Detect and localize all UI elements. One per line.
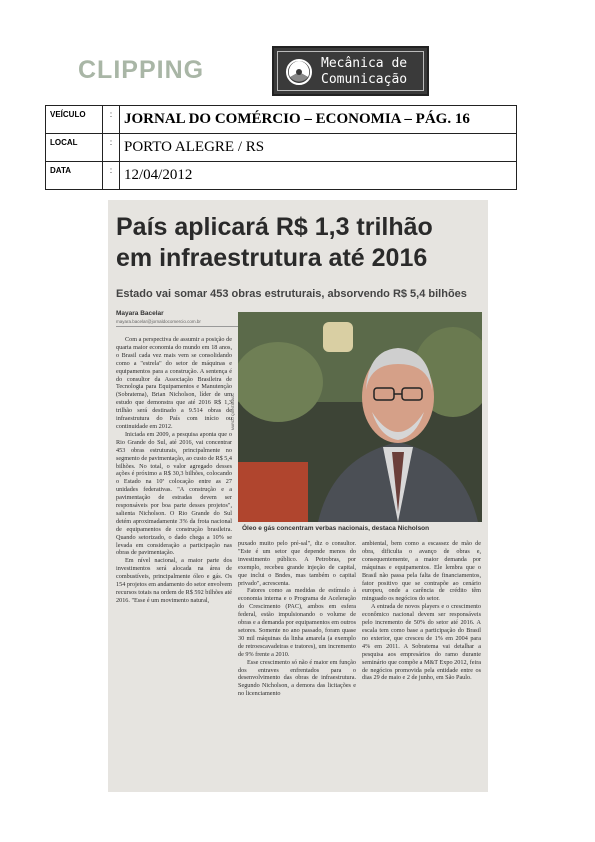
- logo-line-2: Comunicação: [321, 72, 408, 87]
- photo-caption: Óleo e gás concentram verbas nacionais, destaca Nicholson: [242, 525, 430, 532]
- metadata-table: [45, 105, 517, 190]
- paragraph: Com a perspectiva de assumir a posição de quarta maior economia do mundo em 18 anos, o Brasil cada vez mais vem se consolidando como a "estrela" do setor de máquinas e equipamentos para a construção. A sentença é do consultor da Associação Brasileira de Tecnologia para Equipamentos e Manutenção (Sobratema), Brian Nicholson, líder de um estudo que demonstra que até 2016 R$ 1,3 trilhão será destinado a 9.514 obras de infraestrutura do País com início ou continuidade em 2012.: [116, 336, 232, 430]
- paragraph: Fatores como as medidas de estímulo à economia interna e o Programa de Aceleração do Crescimento (PAC), ambos em esfera federal, estão impulsionando o volume de obras e a demanda por equipamentos em outros setores. Somente no ano passado, foram quase 30 mil máquinas da linha amarela (a exemplo de retroescavadeiras e tratores), um incremento de 9% frente a 2010.: [238, 587, 356, 658]
- paragraph: Esse crescimento só não é maior em função dos entraves enfrentados para o desenvolvimento das obras de infraestrutura. Segundo Nicholson, a demora das licitações e no licenciamento: [238, 658, 356, 698]
- meta-row-date: [46, 162, 517, 190]
- meta-colon: :: [103, 106, 120, 134]
- clipping-label: CLIPPING: [78, 56, 205, 84]
- gear-icon: [284, 57, 314, 87]
- meta-key: DATA: [46, 162, 103, 190]
- meta-row-vehicle: [46, 106, 517, 134]
- article-headline: [116, 212, 481, 274]
- paragraph: Iniciada em 2009, a pesquisa aponta que o Rio Grande do Sul, até 2016, vai concentrar 453 obras estruturais, principalmente no segmento de pavimentação, ao custo de R$ 5,4 bilhões. No total, o valor agregado desses ações é próximo a R$ 30,3 bilhões, colocando o Estado na 10ª colocação entre as 27 unidades federativas. "A construção e a pavimentação de estradas devem ser responsáveis por boa parte desses projetos", salienta Nicholson. O Rio Grande do Sul detém aproximadamente 3% da frota nacional de equipamentos de construção brasileira. Quando setorizado, o dado chega a 10% se levada em consideração a participação nas obras de pavimentação.: [116, 430, 232, 557]
- paragraph: A entrada de novos players e o crescimento econômico nacional devem ser responsáveis pelo incremento de 50% do setor até 2016. A escala tem como base a participação do Brasil no exterior, que cresceu de 1% em 2004 para 4% em 2011. A Sobratema vai detalhar a pesquisa aos empresários do ramo durante seminário que compõe a M&T Expo 2012, feira de negócios promovida pela entidade entre os dias 29 de maio e 2 de junho, em São Paulo.: [362, 603, 481, 682]
- headline-line-1: País aplicará R$ 1,3 trilhão: [116, 213, 433, 241]
- author-email: mayara.bacelar@jornaldocomercio.com.br: [116, 319, 201, 324]
- headline-line-2: em infraestrutura até 2016: [116, 244, 428, 272]
- meta-key: LOCAL: [46, 134, 103, 162]
- agency-logo: [272, 46, 429, 96]
- meta-value: JORNAL DO COMÉRCIO – ECONOMIA – PÁG. 16: [120, 106, 517, 134]
- meta-value: 12/04/2012: [120, 162, 517, 190]
- newspaper-clipping: [108, 200, 488, 792]
- meta-colon: :: [103, 134, 120, 162]
- article-author: Mayara Bacelar: [116, 310, 164, 317]
- meta-colon: :: [103, 162, 120, 190]
- photo-illustration: [238, 312, 482, 522]
- logo-line-1: Mecânica de: [321, 56, 408, 71]
- paragraph: ambiental, bem como a escassez de mão de obra, dificulta o avanço de obras e, consequentemente, a maior demanda por máquinas e equipamentos. Ele lembra que o Brasil não passa pela falta de financiamentos, fator positivo que se contrapõe ao cenário europeu, onde a carência de crédito têm minguado os negócios do setor.: [362, 540, 481, 603]
- article-column-1: [116, 336, 232, 792]
- article-photo: [238, 312, 482, 522]
- article-column-2: [238, 540, 356, 792]
- meta-row-location: [46, 134, 517, 162]
- paragraph: puxado muito pelo pré-sal", diz o consultor. "Este é um setor que depende menos do investimento público. A Petrobras, por exemplo, recebeu grande injeção de capital, que inclui o Bndes, mas também o capital privado", acrescenta.: [238, 540, 356, 587]
- paragraph: Em nível nacional, a maior parte dos investimentos será alocada na área de combustíveis, principalmente óleo e gás. Os 154 projetos em andamento do setor envolvem recursos totais na ordem de R$ 592 bilhões até 2016. "Esse é um movimento natural,: [116, 557, 232, 604]
- meta-value: PORTO ALEGRE / RS: [120, 134, 517, 162]
- article-column-3: [362, 540, 481, 792]
- photo-credit: MARCO QUINTANA/JC: [231, 392, 235, 430]
- meta-key: VEÍCULO: [46, 106, 103, 134]
- logo-text: [321, 56, 407, 88]
- article-subheadline: Estado vai somar 453 obras estruturais, absorvendo R$ 5,4 bilhões: [116, 288, 467, 300]
